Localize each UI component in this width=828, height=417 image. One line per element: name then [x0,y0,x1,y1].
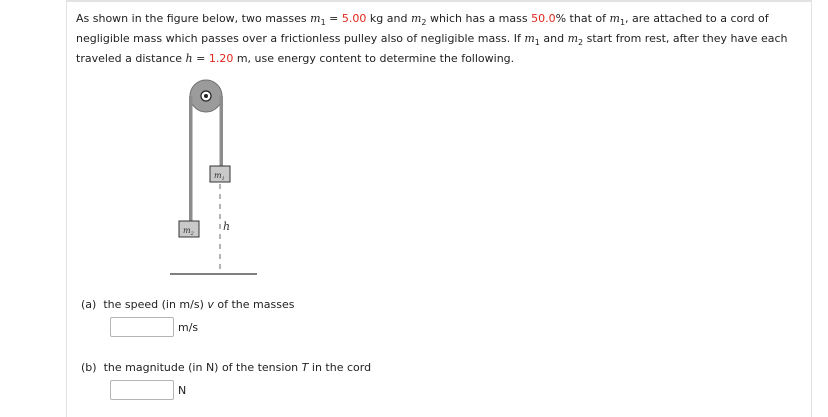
part-a-text: the speed (in m/s) [103,298,208,311]
problem-statement [76,9,806,69]
part-b-tag: (b) [81,361,97,374]
part-b-text: the magnitude (in N) of the tension [103,361,302,374]
problem-text: and [539,32,568,45]
m1-label: $m_1$ [214,171,225,182]
part-b-answer [110,380,186,400]
var-m1: m [609,12,620,25]
problem-text: which has a mass [426,12,532,25]
part-a-text: of the masses [213,298,295,311]
part-b-prompt [81,361,371,374]
part-b-var: T [301,361,309,374]
left-rope [189,96,193,221]
h-label: h [223,220,231,233]
var-m2: m [410,12,422,25]
problem-text: , are attached to a cord of negligible mass which passes over a frictionless pulley also of negligible mass. If [76,12,769,45]
part-a-input[interactable] [110,317,174,337]
var-m1: m [524,32,535,45]
atwood-machine-figure [170,74,270,284]
pulley-axle-center [204,94,208,98]
sub-1: 1 [534,38,540,47]
percent-value: 50.0 [531,12,556,25]
part-b-text: in the cord [308,361,372,374]
equals: = [325,12,342,25]
sub-1: 1 [320,18,326,27]
var-m1: m [310,12,321,25]
part-a-unit: m/s [178,320,199,334]
part-a-var: v [207,298,214,311]
problem-text: As shown in the figure below, two masses [76,12,311,25]
problem-text: kg and [366,12,411,25]
sub-2: 2 [421,18,427,27]
m1-value: 5.00 [341,12,367,25]
equals: = [192,52,209,65]
h-value: 1.20 [208,52,234,65]
problem-text: m, use energy content to determine the following. [233,52,515,65]
part-b-unit: N [178,383,187,397]
right-rope [220,96,224,166]
part-a-answer [110,317,198,337]
part-a-tag: (a) [81,298,97,311]
part-a-prompt [81,298,294,311]
var-h: h [185,52,193,65]
problem-text: % that of [555,12,610,25]
part-b-input[interactable] [110,380,174,400]
m2-label: $m_2$ [183,226,194,237]
var-m2: m [567,32,578,45]
problem-text: start from rest, after they have each traveled a distance [76,32,788,65]
sub-1: 1 [619,18,626,27]
sub-2: 2 [578,38,584,47]
